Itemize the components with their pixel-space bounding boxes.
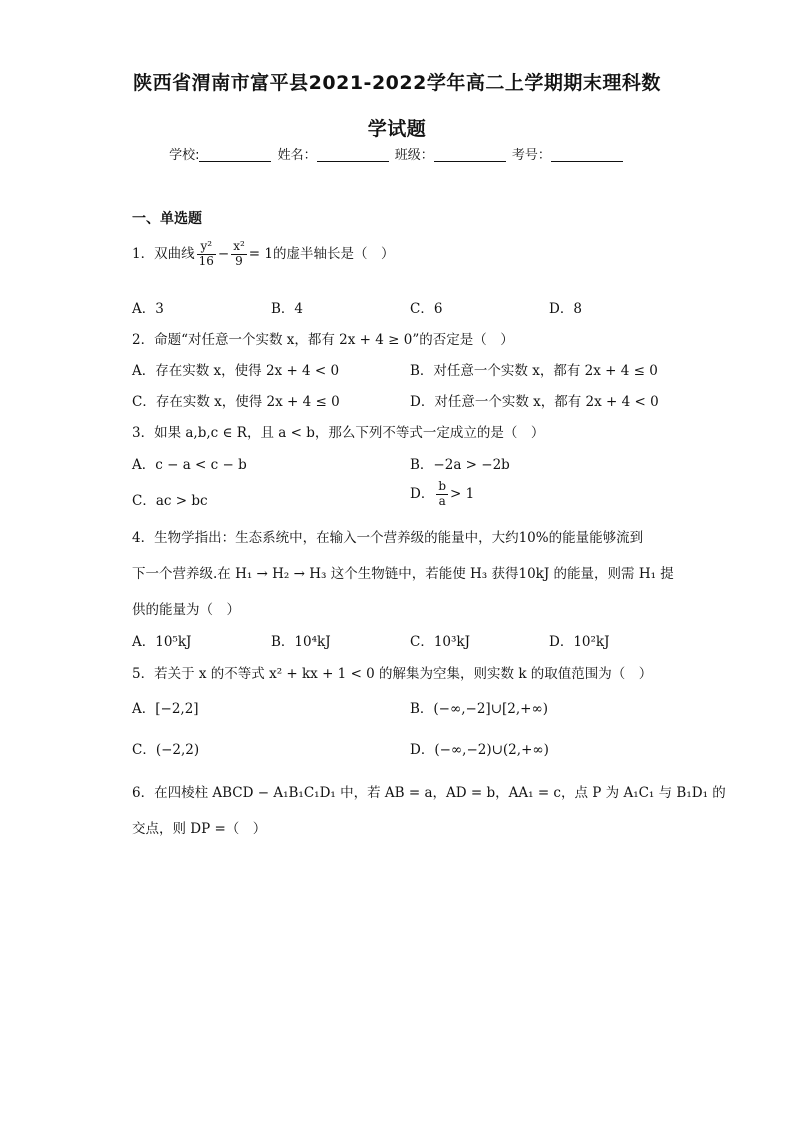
q3-option-b: B．−2a > −2b [410, 457, 510, 473]
q5-option-a: A．[−2,2] [132, 701, 199, 717]
exam-title-line2: 学试题 [367, 118, 427, 140]
school-label: 学校: [169, 148, 200, 163]
q1-frac2-den: 9 [235, 253, 243, 268]
q4-option-c: C．10³kJ [410, 634, 471, 650]
q1-frac2-num: x² [233, 239, 245, 253]
q1-option-a: A．3 [132, 301, 164, 317]
question-5: 5．若关于 x 的不等式 x² + kx + 1 < 0 的解集为空集，则实数 k 的取值范围为（ ） [132, 666, 653, 682]
q5-option-c: C．(−2,2) [132, 742, 200, 758]
q3-option-a: A．c − a < c − b [132, 457, 247, 473]
question-4-line2: 下一个营养级.在 H₁ → H₂ → H₃ 这个生物链中，若能使 H₃ 获得10kJ 的能量，则需 H₁ 提 [132, 566, 674, 582]
q3-optD-den: a [438, 493, 446, 508]
q2-option-c: C．存在实数 x，使得 2x + 4 ≤ 0 [132, 394, 340, 410]
q3-optD-suffix: > 1 [450, 485, 475, 502]
question-6-line1: 6．在四棱柱 ABCD − A₁B₁C₁D₁ 中，若 AB = a，AD = b，AA₁ = c，点 P 为 A₁C₁ 与 B₁D₁ 的 [132, 785, 726, 801]
q5-option-b: B．(−∞,−2]∪[2,+∞) [410, 701, 548, 717]
exam-title-line1: 陕西省渭南市富平县2021-2022学年高二上学期期末理科数 [133, 72, 661, 94]
q3-option-c: C．ac > bc [132, 493, 208, 509]
q1-option-c: C．6 [410, 301, 443, 317]
q5-option-d: D．(−∞,−2)∪(2,+∞) [410, 742, 549, 758]
class-blank [434, 147, 506, 162]
q4-option-a: A．10⁵kJ [132, 634, 192, 650]
school-blank [199, 147, 271, 162]
q4-option-d: D．10²kJ [549, 634, 610, 650]
q3-optD-prefix: D． [410, 485, 435, 502]
q2-option-b: B．对任意一个实数 x，都有 2x + 4 ≤ 0 [410, 363, 658, 379]
q1-frac1-den: 16 [198, 253, 214, 268]
class-label: 班级： [394, 148, 434, 163]
name-blank [317, 147, 389, 162]
q1-frac1-num: y² [197, 240, 216, 255]
question-4-line1: 4．生物学指出：生态系统中，在输入一个营养级的能量中，大约10%的能量能够流到 [132, 530, 644, 546]
question-2: 2．命题“对任意一个实数 x，都有 2x + 4 ≥ 0”的否定是（ ） [132, 332, 514, 348]
student-info-line [0, 144, 794, 163]
question-6-line2: 交点，则 DP =（ ） [132, 821, 267, 837]
q3-optD-num: b [438, 479, 447, 493]
q1-suffix: = 1的虚半轴长是（ ） [248, 245, 395, 262]
id-blank [551, 147, 623, 162]
q1-fraction-x [231, 240, 247, 269]
name-label: 姓名： [277, 148, 317, 163]
q3-optD-fraction [436, 480, 448, 509]
question-4-line3: 供的能量为（ ） [132, 602, 240, 618]
q1-option-d: D．8 [549, 301, 582, 317]
q1-prefix: 1．双曲线 [132, 245, 195, 262]
q1-minus: − [217, 245, 230, 262]
question-3: 3．如果 a,b,c ∈ R，且 a < b，那么下列不等式一定成立的是（ ） [132, 425, 545, 441]
section-heading: 一、单选题 [132, 211, 202, 227]
q1-fraction-y [197, 240, 216, 269]
q1-option-b: B．4 [271, 301, 304, 317]
q2-option-a: A．存在实数 x，使得 2x + 4 < 0 [132, 363, 340, 379]
q3-option-d [410, 480, 474, 509]
q4-option-b: B．10⁴kJ [271, 634, 331, 650]
question-1 [132, 240, 394, 269]
q2-option-d: D．对任意一个实数 x，都有 2x + 4 < 0 [410, 394, 659, 410]
id-label: 考号： [511, 148, 551, 163]
